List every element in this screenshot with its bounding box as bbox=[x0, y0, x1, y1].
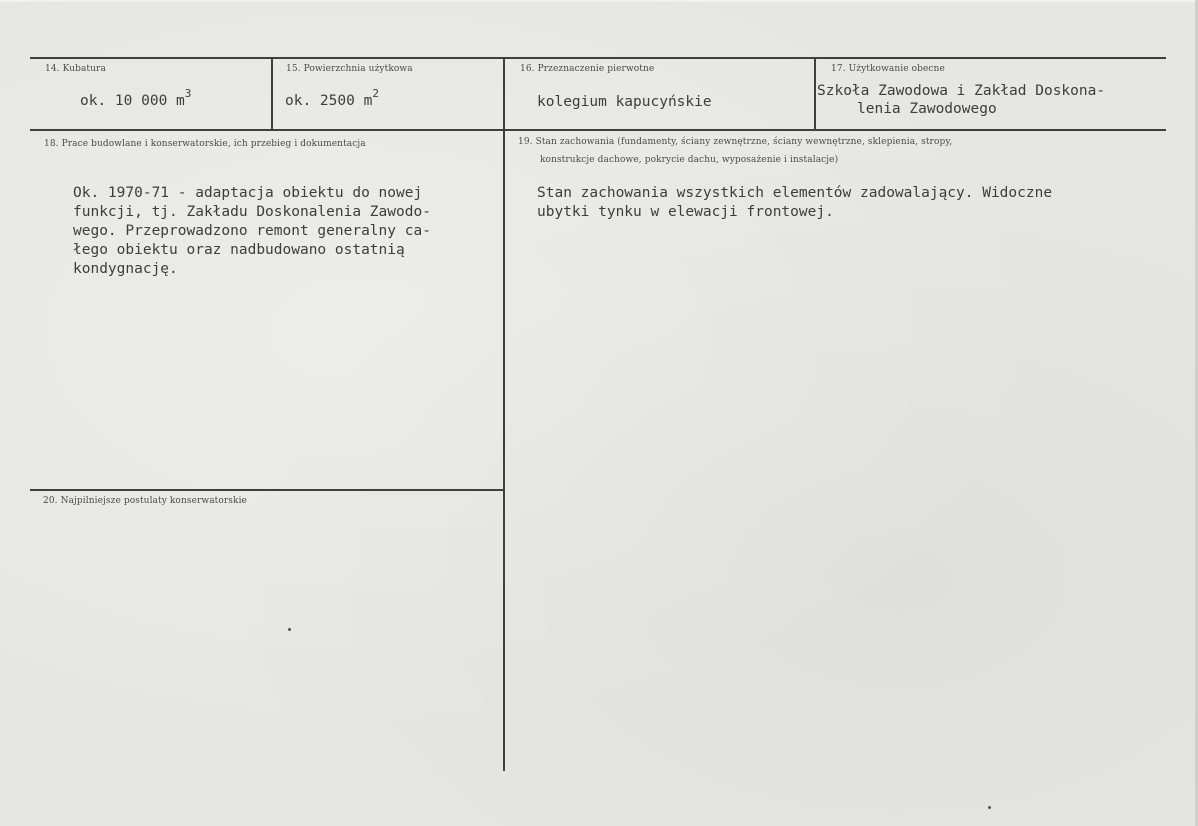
powierzchnia-value bbox=[285, 87, 379, 111]
row1-bottom-rule bbox=[30, 129, 1166, 131]
stan-label-line2: konstrukcje dachowe, pokrycie dachu, wyposażenie i instalacje) bbox=[540, 155, 839, 165]
powierzchnia-number: ok. 2500 m bbox=[285, 93, 373, 109]
kubatura-exponent: 3 bbox=[184, 87, 192, 100]
paper-speck bbox=[288, 628, 291, 631]
prace-line-1: Ok. 1970-71 - adaptacja obiektu do nowej bbox=[73, 185, 423, 201]
kubatura-number: ok. 10 000 m bbox=[80, 93, 185, 109]
prace-line-5: kondygnację. bbox=[73, 261, 178, 277]
stan-line-2: ubytki tynku w elewacji frontowej. bbox=[537, 204, 834, 220]
kubatura-value bbox=[80, 87, 192, 111]
prace-line-3: wego. Przeprowadzono remont generalny ca- bbox=[73, 223, 431, 239]
paper-speck bbox=[988, 806, 991, 809]
stan-line-1: Stan zachowania wszystkich elementów zadowalający. Widoczne bbox=[537, 185, 1053, 201]
top-rule bbox=[30, 57, 1166, 59]
section20-rule bbox=[30, 489, 503, 491]
przeznaczenie-value: kolegium kapucyńskie bbox=[537, 94, 712, 110]
powierzchnia-label: 15. Powierzchnia użytkowa bbox=[286, 64, 413, 74]
powierzchnia-exponent: 2 bbox=[372, 87, 379, 100]
card-top-edge bbox=[0, 0, 1198, 2]
kubatura-label: 14. Kubatura bbox=[45, 64, 106, 74]
przeznaczenie-label: 16. Przeznaczenie pierwotne bbox=[520, 64, 655, 74]
divider-15-16 bbox=[503, 57, 505, 771]
uzytkowanie-value-line2: lenia Zawodowego bbox=[857, 101, 997, 117]
uzytkowanie-label: 17. Użytkowanie obecne bbox=[831, 64, 945, 74]
uzytkowanie-value-line1: Szkoła Zawodowa i Zakład Doskona- bbox=[817, 83, 1106, 99]
divider-16-17 bbox=[814, 57, 816, 131]
prace-label: 18. Prace budowlane i konserwatorskie, ich przebieg i dokumentacja bbox=[44, 139, 366, 149]
postulaty-label: 20. Najpilniejsze postulaty konserwatorskie bbox=[43, 496, 247, 506]
stan-label-line1: 19. Stan zachowania (fundamenty, ściany zewnętrzne, ściany wewnętrzne, sklepienia, stropy, bbox=[518, 137, 953, 147]
prace-line-2: funkcji, tj. Zakładu Doskonalenia Zawodo- bbox=[73, 204, 431, 220]
divider-14-15 bbox=[271, 57, 273, 131]
prace-line-4: łego obiektu oraz nadbudowano ostatnią bbox=[73, 242, 405, 258]
